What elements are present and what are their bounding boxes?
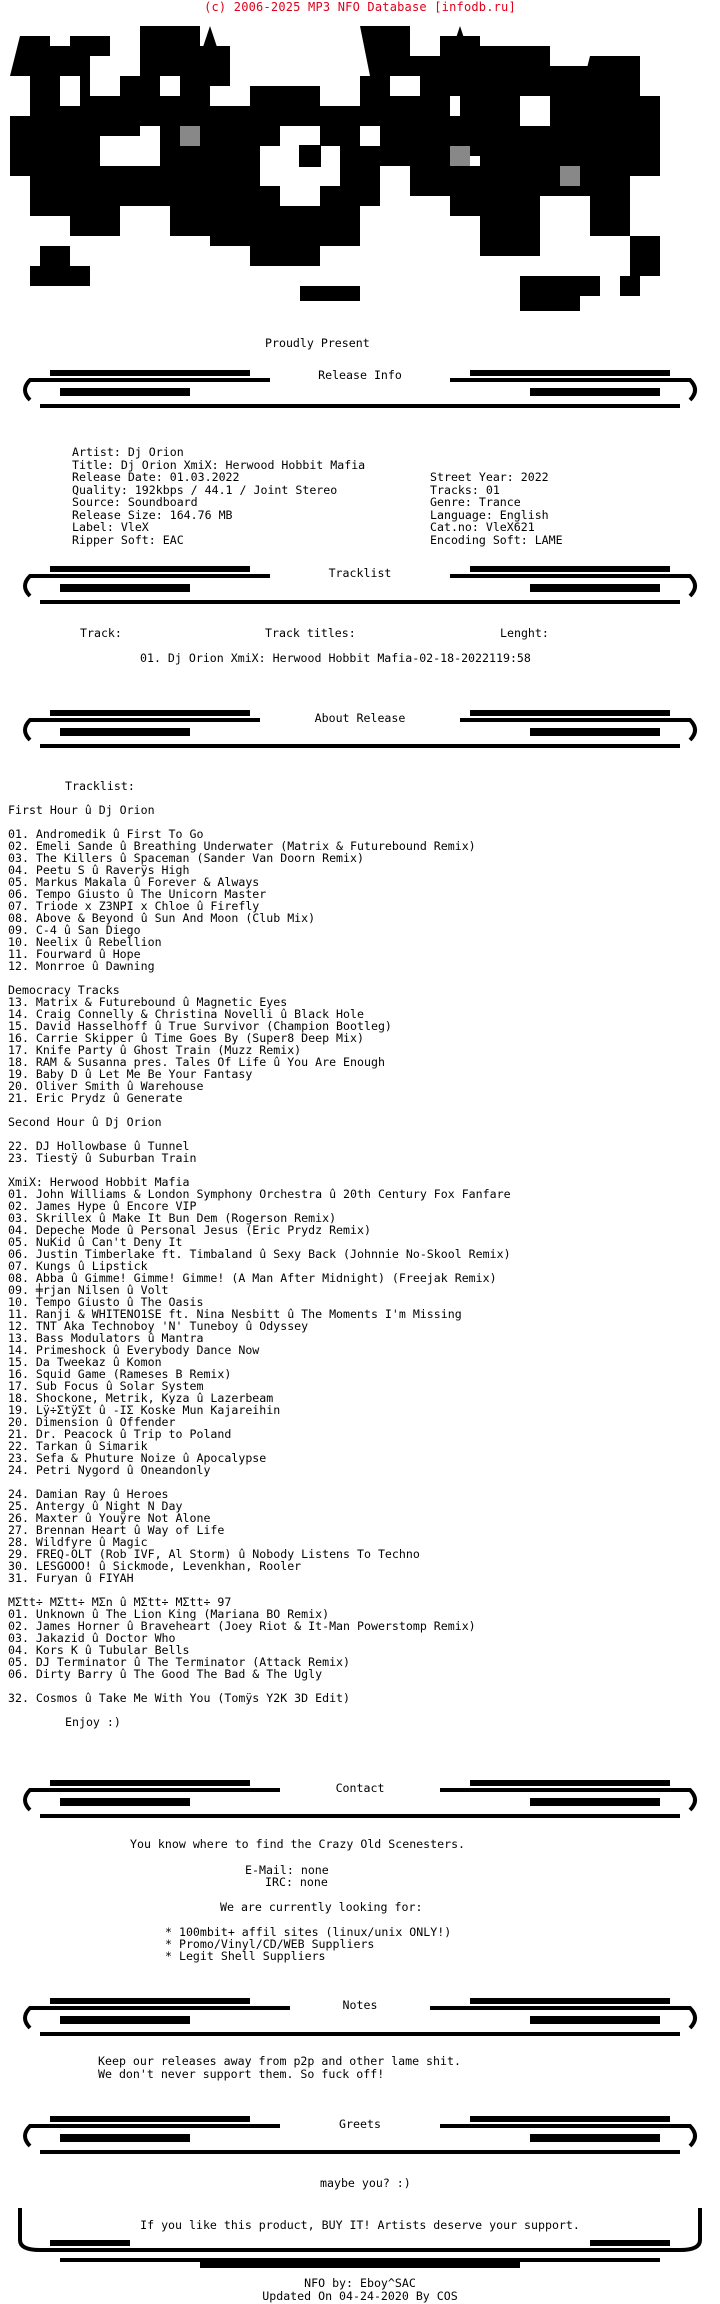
tracklist-title: Tracklist	[328, 566, 392, 580]
about-line: 24. Damian Ray û Heroes	[8, 1487, 169, 1501]
release-info-line: Artist: Dj Orion	[72, 445, 184, 459]
about-line: 02. Emeli Sande û Breathing Underwater (Matrix & Futurebound Remix)	[8, 839, 476, 853]
notes-title: Notes	[342, 1998, 378, 2012]
about-line: 30. LESGOOO! û Sickmode, Levenkhan, Rooler	[8, 1559, 302, 1573]
site-header: (c) 2006-2025 MP3 NFO Database [infodb.ru]	[204, 0, 516, 14]
footer-nfo-by: NFO by: Eboy^SAC	[304, 2276, 416, 2290]
release-info-line: Source: Soundboard	[72, 495, 198, 509]
contact-title: Contact	[335, 1781, 385, 1795]
about-line: 09. ╪rjan Nilsen û Volt	[8, 1283, 169, 1297]
about-line: 18. RAM & Susanna pres. Tales Of Life û You Are Enough	[8, 1055, 385, 1069]
contact-irc: IRC: none	[265, 1875, 328, 1889]
col-track: Track:	[80, 626, 122, 640]
contact-item: * Promo/Vinyl/CD/WEB Suppliers	[165, 1937, 375, 1951]
contact-email: E-Mail: none	[245, 1863, 329, 1877]
about-line: 10. Tempo Giusto û The Oasis	[8, 1295, 204, 1309]
about-line: Democracy Tracks	[8, 983, 120, 997]
about-line: 08. Abba û Gimme! Gimme! Gimme! (A Man After Midnight) (Freejak Remix)	[8, 1271, 497, 1285]
greets-support: If you like this product, BUY IT! Artists deserve your support.	[140, 2218, 580, 2232]
about-line: 22. Tarkan û Simarik	[8, 1439, 148, 1453]
about-line: First Hour û Dj Orion	[8, 803, 155, 817]
col-titles: Track titles:	[265, 626, 356, 640]
release-info-line: Encoding Soft: LAME	[430, 532, 563, 547]
about-line: 20. Oliver Smith û Warehouse	[8, 1079, 204, 1093]
about-line: 14. Craig Connelly & Christina Novelli û Black Hole	[8, 1007, 364, 1021]
about-line: 32. Cosmos û Take Me With You (Tomÿs Y2K 3D Edit)	[8, 1691, 351, 1705]
about-line: 06. Justin Timberlake ft. Timbaland û Sexy Back (Johnnie No-Skool Remix)	[8, 1247, 511, 1261]
greets-banner-frame	[0, 2106, 720, 2160]
about-line: 03. Skrillex û Make It Bun Dem (Rogerson Remix)	[8, 1211, 337, 1225]
about-line: 25. Antergy û Night N Day	[8, 1499, 183, 1513]
about-line: 20. Dimension û Offender	[8, 1415, 176, 1429]
about-line: Second Hour û Dj Orion	[8, 1115, 162, 1129]
notes-line: We don't never support them. So fuck off!	[98, 2067, 385, 2081]
about-line: 13. Bass Modulators û Mantra	[8, 1331, 204, 1345]
about-line: 07. Kungs û Lipstick	[8, 1259, 148, 1273]
about-title: About Release	[314, 711, 406, 725]
about-line: 12. TNT Aka Technoboy 'N' Tuneboy û Odyssey	[8, 1319, 309, 1333]
release-info-line: Cat.no: VleX621	[430, 520, 535, 534]
release-info-line: Language: English	[430, 507, 549, 522]
about-line: 24. Petri Nygord û Oneandonly	[8, 1463, 211, 1477]
about-line: 29. FREQ-OLT (Rob IVF, Al Storm) û Nobody Listens To Techno	[8, 1547, 420, 1561]
about-line: 04. Depeche Mode û Personal Jesus (Eric Prydz Remix)	[8, 1223, 371, 1237]
about-line: 03. Jakazid û Doctor Who	[8, 1631, 176, 1645]
about-line: 21. Dr. Peacock û Trip to Poland	[8, 1427, 232, 1441]
about-line: 08. Above & Beyond û Sun And Moon (Club Mix)	[8, 911, 316, 925]
about-line: 19. Baby D û Let Me Be Your Fantasy	[8, 1067, 253, 1081]
contact-item: * 100mbit+ affil sites (linux/unix ONLY!)	[165, 1925, 452, 1939]
about-line: 28. Wildfyre û Magic	[8, 1535, 148, 1549]
about-line: 15. Da Tweekaz û Komon	[8, 1355, 162, 1369]
release-info-title: Release Info	[318, 368, 402, 382]
about-line: 19. Lÿ÷ΣtÿΣt û -IΣ Koske Mun Kajareihin	[8, 1403, 281, 1417]
greets-title: Greets	[339, 2117, 381, 2131]
about-line: 04. Peetu S û Raverÿs High	[8, 863, 190, 877]
about-line: 11. Ranji & WHITENO1SE ft. Nina Nesbitt û The Moments I'm Missing	[8, 1307, 462, 1321]
contact-line: You know where to find the Crazy Old Scenesters.	[130, 1837, 466, 1851]
about-line: 07. Triode x Z3NPI x Chloe û Firefly	[8, 899, 260, 913]
contact-item: * Legit Shell Suppliers	[165, 1949, 326, 1963]
about-line: MΣtt÷ MΣtt÷ MΣn û MΣtt÷ MΣtt÷ 97	[8, 1595, 232, 1609]
about-line: 05. Markus Makala û Forever & Always	[8, 875, 260, 889]
about-line: 21. Eric Prydz û Generate	[8, 1091, 183, 1105]
greets-line: maybe you? :)	[320, 2176, 411, 2190]
release-info-line: Tracks: 01	[430, 482, 500, 497]
about-line: 17. Sub Focus û Solar System	[8, 1379, 204, 1393]
about-line: 09. C-4 û San Diego	[8, 923, 141, 937]
notes-line: Keep our releases away from p2p and other lame shit.	[98, 2054, 461, 2068]
about-line: 22. DJ Hollowbase û Tunnel	[8, 1139, 190, 1153]
about-line: Tracklist:	[65, 779, 135, 793]
about-line: 17. Knife Party û Ghost Train (Muzz Remix)	[8, 1043, 302, 1057]
about-line: 23. Tiestÿ û Suburban Train	[8, 1151, 197, 1165]
about-line: 16. Carrie Skipper û Time Goes By (Super8 Deep Mix)	[8, 1031, 364, 1045]
about-banner-frame	[0, 700, 720, 754]
about-line: 03. The Killers û Spaceman (Sander Van Doorn Remix)	[8, 851, 364, 865]
about-line: 13. Matrix & Futurebound û Magnetic Eyes	[8, 995, 288, 1009]
group-logo-art	[0, 16, 720, 332]
footer-updated: Updated On 04-24-2020 By COS	[262, 2289, 458, 2303]
release-info-line: Street Year: 2022	[430, 470, 549, 484]
about-line: 05. NuKid û Can't Deny It	[8, 1235, 183, 1249]
about-line: 15. David Hasselhoff û True Survivor (Champion Bootleg)	[8, 1019, 392, 1033]
about-line: 26. Maxter û Youÿre Not Alone	[8, 1511, 211, 1525]
contact-looking: We are currently looking for:	[220, 1900, 423, 1914]
col-length: Lenght:	[500, 626, 549, 640]
contact-banner-frame	[0, 1770, 720, 1824]
about-line: 02. James Hype û Encore VIP	[8, 1199, 197, 1213]
footer-frame	[0, 2200, 720, 2270]
intro-text: Proudly Present	[265, 336, 370, 350]
about-line: 18. Shockone, Metrik, Kyza û Lazerbeam	[8, 1391, 274, 1405]
release-info-line: Quality: 192kbps / 44.1 / Joint Stereo	[72, 482, 338, 497]
about-line: 01. Unknown û The Lion King (Mariana BO Remix)	[8, 1607, 330, 1621]
about-line: 10. Neelix û Rebellion	[8, 935, 162, 949]
track-row: 01. Dj Orion XmiX: Herwood Hobbit Mafia-02-18-2022119:58	[140, 651, 531, 665]
about-line: 05. DJ Terminator û The Terminator (Attack Remix)	[8, 1655, 351, 1669]
about-line: 06. Tempo Giusto û The Unicorn Master	[8, 887, 267, 901]
release-info-line: Release Date: 01.03.2022	[72, 470, 240, 484]
release-info-line: Genre: Trance	[430, 495, 521, 509]
about-line: 01. John Williams & London Symphony Orchestra û 20th Century Fox Fanfare	[8, 1187, 511, 1201]
about-line: 14. Primeshock û Everybody Dance Now	[8, 1343, 260, 1357]
about-line: 27. Brennan Heart û Way of Life	[8, 1523, 225, 1537]
tracklist-banner-frame	[0, 556, 720, 610]
about-line: 16. Squid Game (Rameses B Remix)	[8, 1367, 232, 1381]
notes-banner-frame	[0, 1988, 720, 2042]
about-line: 11. Fourward û Hope	[8, 947, 141, 961]
about-line: XmiX: Herwood Hobbit Mafia	[8, 1175, 190, 1189]
about-line: 12. Monrroe û Dawning	[8, 959, 155, 973]
about-line: 02. James Horner û Braveheart (Joey Riot & It-Man Powerstomp Remix)	[8, 1619, 476, 1633]
about-line: 04. Kors K û Tubular Bells	[8, 1643, 190, 1657]
about-line: 01. Andromedik û First To Go	[8, 827, 204, 841]
about-line: 31. Furyan û FIYAH	[8, 1571, 134, 1585]
about-line: Enjoy :)	[65, 1715, 121, 1729]
release-info-line: Release Size: 164.76 MB	[72, 507, 233, 522]
release-info-line: Ripper Soft: EAC	[72, 532, 184, 547]
about-line: 23. Sefa & Phuture Noize û Apocalypse	[8, 1451, 267, 1465]
release-info-line: Label: VleX	[72, 520, 149, 534]
about-line: 06. Dirty Barry û The Good The Bad & The Ugly	[8, 1667, 323, 1681]
release-info-line: Title: Dj Orion XmiX: Herwood Hobbit Mafia	[72, 457, 366, 472]
